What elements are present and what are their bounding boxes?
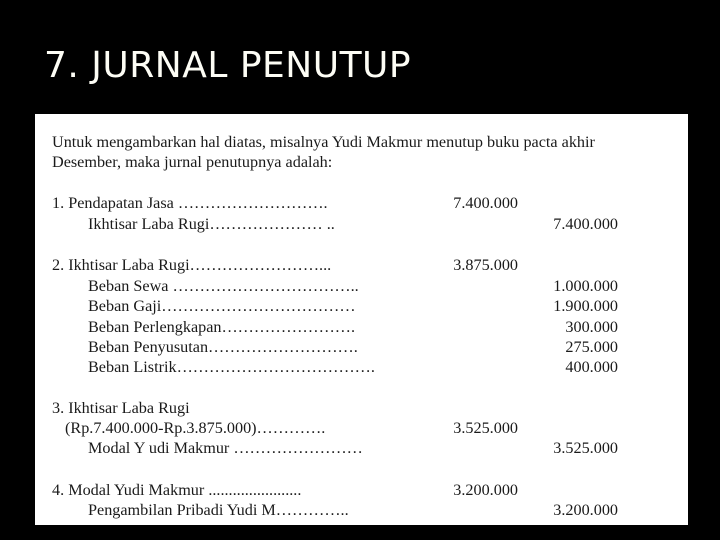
- entry-2-credit-3-label: Beban Perlengkapan…………………….: [88, 318, 356, 336]
- entry-3-debit-sub: (Rp.7.400.000-Rp.3.875.000)………….: [65, 419, 326, 437]
- entry-2-credit-4-label: Beban Penyusutan……………………….: [88, 338, 358, 356]
- entry-2-credit-5-label: Beban Listrik……………………………….: [88, 358, 375, 376]
- entry-2-credit-1-amount: 1.000.000: [553, 277, 618, 295]
- entry-2-credit-1-label: Beban Sewa ……………………………..: [88, 277, 359, 295]
- entry-4-credit-amount: 3.200.000: [553, 501, 618, 519]
- entry-2-credit-5-amount: 400.000: [565, 358, 618, 376]
- entry-2-debit-label: 2. Ikhtisar Laba Rugi……………………...: [52, 256, 332, 274]
- entry-2-credit-4-amount: 275.000: [565, 338, 618, 356]
- entry-2-credit-2-amount: 1.900.000: [553, 297, 618, 315]
- entry-2-credit-3-amount: 300.000: [565, 318, 618, 336]
- entry-4-debit-amount: 3.200.000: [453, 481, 518, 499]
- intro-line-2: Desember, maka jurnal penutupnya adalah:: [52, 153, 333, 171]
- entry-3-debit-amount: 3.525.000: [453, 419, 518, 437]
- slide-title: 7. JURNAL PENUTUP: [44, 45, 412, 86]
- entry-2-debit-amount: 3.875.000: [453, 256, 518, 274]
- entry-1-credit-amount: 7.400.000: [553, 215, 618, 233]
- entry-1-credit-label: Ikhtisar Laba Rugi………………… ..: [88, 215, 335, 233]
- entry-3-credit-label: Modal Y udi Makmur ……………………: [88, 439, 363, 457]
- entry-4-debit-label: 4. Modal Yudi Makmur .......................: [52, 481, 302, 499]
- entry-3-credit-amount: 3.525.000: [553, 439, 618, 457]
- entry-4-credit-label: Pengambilan Pribadi Yudi M…………..: [88, 501, 349, 519]
- entry-1-debit-amount: 7.400.000: [453, 194, 518, 212]
- entry-2-credit-2-label: Beban Gaji………………………………: [88, 297, 356, 315]
- entry-3-debit-label: 3. Ikhtisar Laba Rugi: [52, 399, 190, 417]
- journal-document: [35, 114, 688, 525]
- intro-line-1: Untuk mengambarkan hal diatas, misalnya Yudi Makmur menutup buku pacta akhir: [52, 133, 595, 151]
- entry-1-debit-label: 1. Pendapatan Jasa ……………………….: [52, 194, 328, 212]
